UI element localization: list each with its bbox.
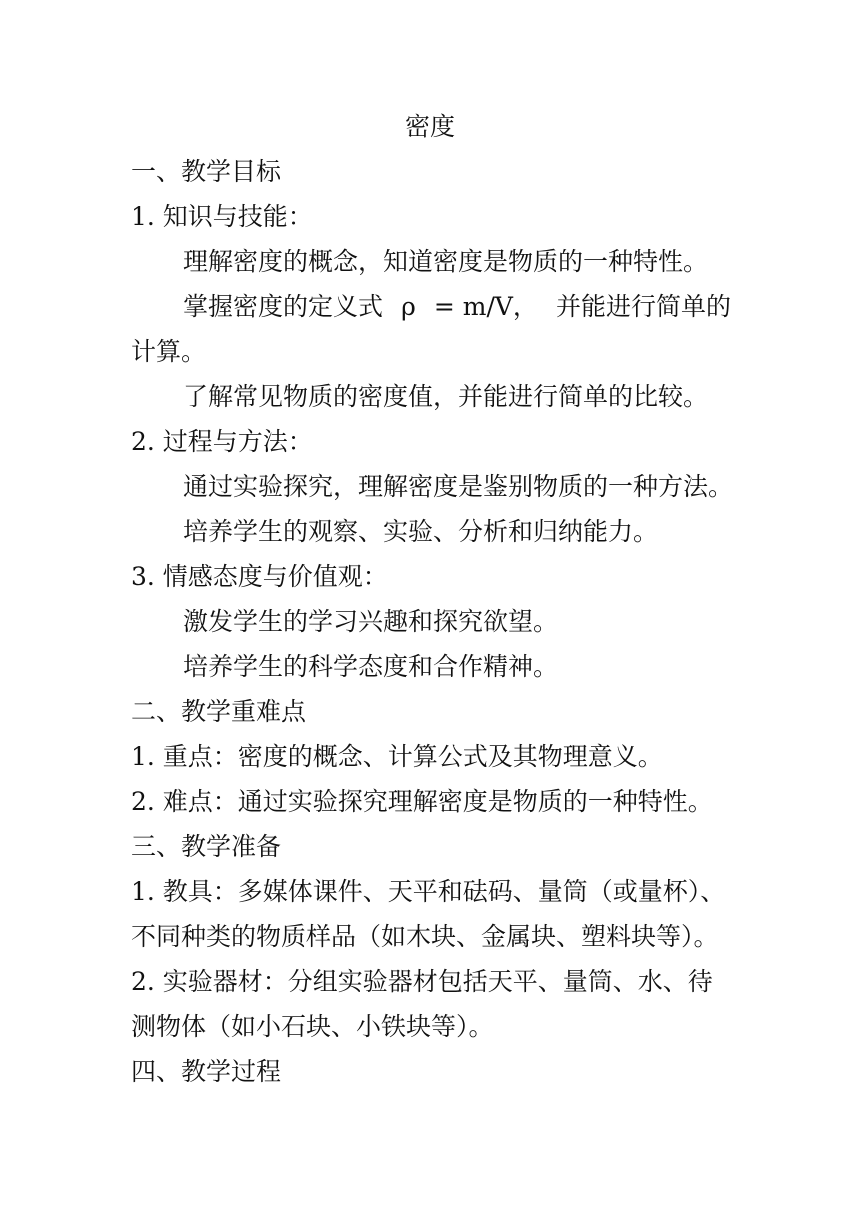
paragraph-difficult-point: 2. 难点：通过实验探究理解密度是物质的一种特性。 bbox=[131, 787, 713, 816]
formula-intro-text: 掌握密度的定义式 bbox=[183, 292, 384, 321]
formula-expression: = m/V， bbox=[433, 292, 538, 321]
paragraph-lab-equipment: 2. 实验器材：分组实验器材包括天平、量筒、水、待 bbox=[131, 967, 713, 996]
paragraph-teaching-aids-continued: 不同种类的物质样品（如木块、金属块、塑料块等）。 bbox=[131, 922, 719, 951]
document-title: 密度 bbox=[404, 112, 455, 141]
subheading-process-method: 2. 过程与方法： bbox=[131, 427, 313, 456]
section-heading-process: 四、教学过程 bbox=[131, 1057, 282, 1086]
paragraph-common-densities: 了解常见物质的密度值，并能进行简单的比较。 bbox=[183, 382, 709, 411]
subheading-emotion-values: 3. 情感态度与价值观： bbox=[131, 562, 388, 591]
paragraph-experiment-inquiry: 通过实验探究，理解密度是鉴别物质的一种方法。 bbox=[183, 472, 734, 501]
formula-continuation: 并能进行简单的 bbox=[555, 292, 731, 321]
paragraph-cultivate-abilities: 培养学生的观察、实验、分析和归纳能力。 bbox=[183, 517, 659, 546]
section-heading-preparation: 三、教学准备 bbox=[131, 832, 282, 861]
paragraph-density-formula-end: 计算。 bbox=[131, 337, 207, 366]
paragraph-understand-density: 理解密度的概念，知道密度是物质的一种特性。 bbox=[183, 247, 709, 276]
paragraph-teaching-aids: 1. 教具：多媒体课件、天平和砝码、量筒（或量杯）、 bbox=[131, 877, 726, 906]
paragraph-stimulate-interest: 激发学生的学习兴趣和探究欲望。 bbox=[183, 607, 559, 636]
paragraph-scientific-attitude: 培养学生的科学态度和合作精神。 bbox=[183, 652, 559, 681]
paragraph-lab-equipment-continued: 测物体（如小石块、小铁块等）。 bbox=[131, 1012, 494, 1041]
section-heading-goals: 一、教学目标 bbox=[131, 157, 282, 186]
subheading-knowledge-skills: 1. 知识与技能： bbox=[131, 202, 313, 231]
paragraph-density-formula bbox=[183, 292, 731, 322]
paragraph-key-point: 1. 重点：密度的概念、计算公式及其物理意义。 bbox=[131, 742, 663, 771]
formula-rho-symbol: ρ bbox=[401, 292, 416, 321]
section-heading-key-points: 二、教学重难点 bbox=[131, 697, 307, 726]
